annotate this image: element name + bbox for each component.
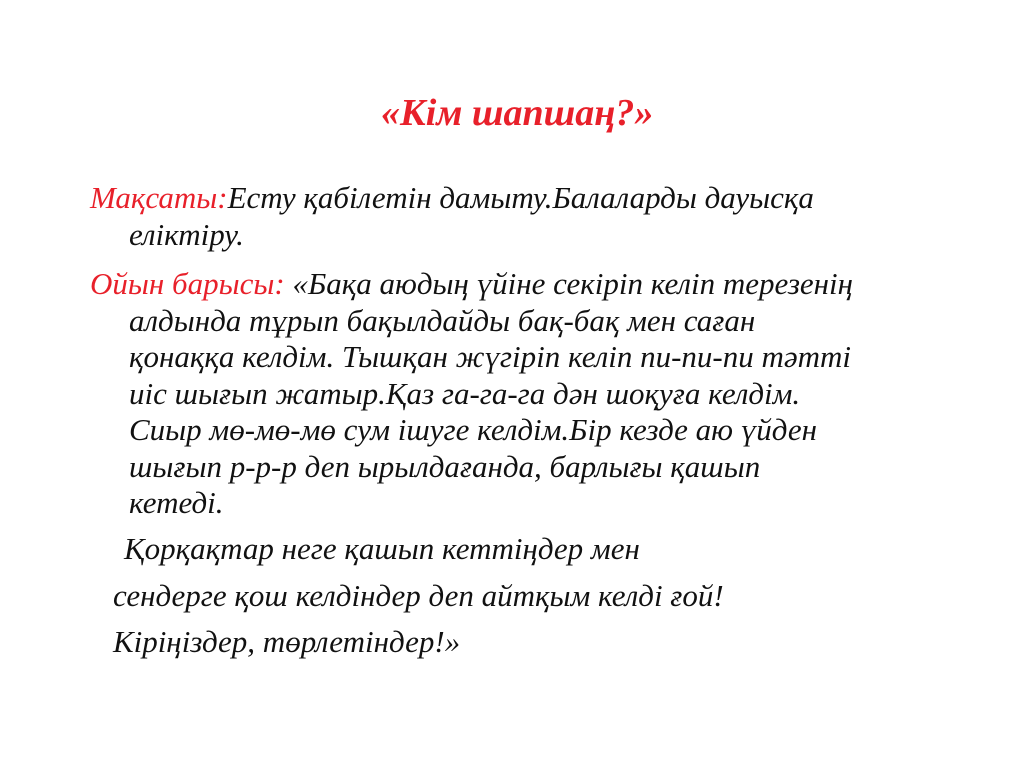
gameplay-line-7: кетеді. — [129, 485, 224, 520]
closing-line-1: Қорқақтар неге қашып кеттіңдер мен — [124, 531, 640, 566]
gameplay-line-2: алдында тұрып бақылдайды бақ-бақ мен саған — [129, 302, 756, 338]
gameplay-paragraph — [90, 266, 950, 522]
gameplay-label: Ойын барысы: — [90, 266, 285, 301]
closing-line-3: Кіріңіздер, төрлетіндер!» — [113, 624, 461, 659]
goal-text-1: Есту қабілетін дамыту.Балаларды дауысқа — [227, 180, 814, 215]
goal-paragraph — [90, 180, 950, 253]
goal-line-1 — [90, 180, 950, 217]
gameplay-line-4: иіс шығып жатыр.Қаз га-га-га дән шоқуға келдім. — [129, 375, 801, 411]
goal-line-2: еліктіру. — [129, 216, 244, 252]
closing-line-2: сендерге қош келдіндер деп айтқым келді ғой! — [113, 578, 724, 613]
gameplay-line-6: шығып р-р-р деп ырылдағанда, барлығы қашып — [129, 448, 761, 484]
gameplay-text-1: «Бақа аюдың үйіне секіріп келіп терезенің — [284, 266, 854, 301]
gameplay-line-3: қонаққа келдім. Тышқан жүгіріп келіп пи-пи-пи тәтті — [129, 339, 852, 374]
slide-title: «Кім шапшаң?» — [381, 92, 654, 134]
gameplay-line-1 — [90, 266, 950, 303]
gameplay-line-5: Сиыр мө-мө-мө сум ішуге келдім.Бір кезде аю үйден — [129, 412, 817, 447]
goal-label: Мақсаты: — [90, 180, 228, 215]
